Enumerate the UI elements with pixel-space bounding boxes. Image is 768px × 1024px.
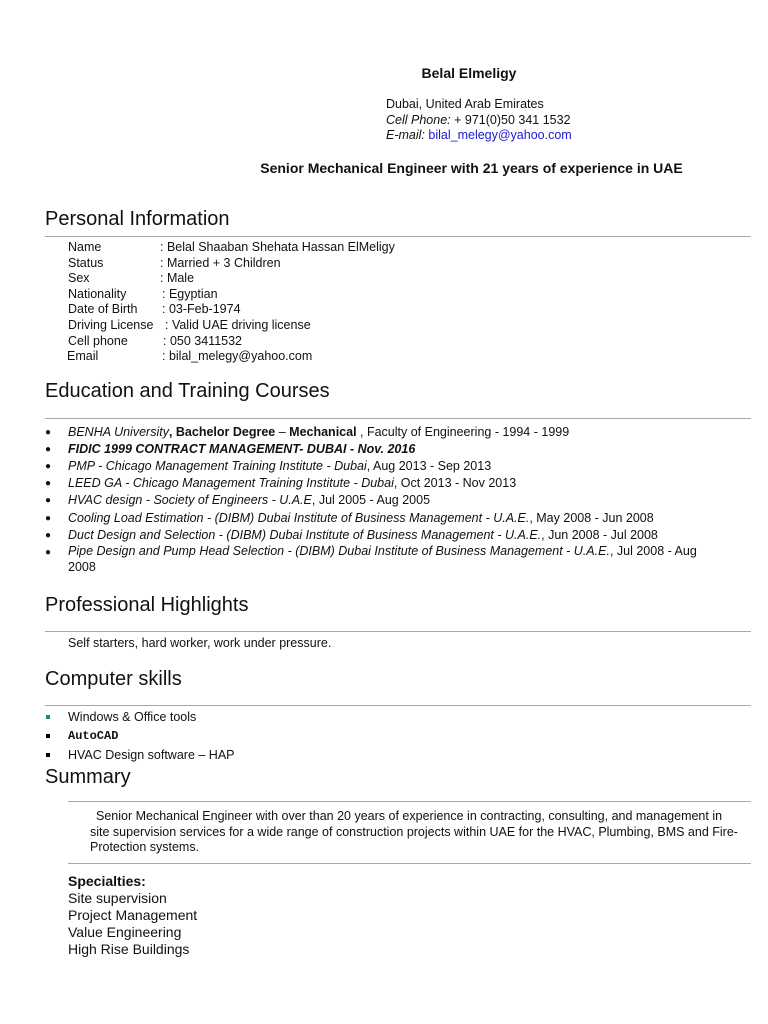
course-dates: , Jul 2008 - Aug 2008 — [68, 544, 697, 574]
highlights-text: Self starters, hard worker, work under pressure. — [68, 636, 332, 650]
course: Pipe Design and Pump Head Selection - (DIBM) Dubai Institute of Business Management - U.A.E. — [68, 544, 610, 558]
email-link[interactable]: bilal_melegy@yahoo.com — [428, 128, 572, 142]
degree: , Bachelor Degree — [168, 425, 276, 439]
specialty-item: Site supervision — [68, 890, 167, 906]
square-bullet-icon — [46, 753, 50, 757]
specialty-item: Value Engineering — [68, 924, 182, 940]
bullet-icon: ● — [45, 478, 52, 489]
course-dates: , May 2008 - Jun 2008 — [529, 511, 654, 525]
email — [386, 128, 572, 144]
course-dates: , Oct 2013 - Nov 2013 — [393, 476, 517, 490]
major: Mechanical — [289, 425, 357, 439]
headline: Senior Mechanical Engineer with 21 years of experience in UAE — [260, 160, 683, 176]
bullet-icon: ● — [45, 530, 52, 541]
square-bullet-icon — [46, 715, 50, 719]
personal-value: : Married + 3 Children — [160, 256, 281, 270]
course-dates: , Jul 2005 - Aug 2005 — [311, 493, 431, 507]
cell-phone-label: Cell Phone: — [386, 112, 451, 127]
section-title-personal: Personal Information — [45, 208, 230, 230]
personal-key: Name — [68, 240, 102, 254]
skill-label: Windows & Office tools — [68, 710, 197, 724]
skill-label: AutoCAD — [68, 729, 119, 743]
course: Cooling Load Estimation - (DIBM) Dubai Institute of Business Management - U.A.E. — [68, 511, 530, 525]
personal-value: : 03-Feb-1974 — [162, 302, 241, 316]
section-divider — [45, 631, 751, 632]
contact-block — [386, 97, 572, 144]
section-title-computer: Computer skills — [45, 668, 182, 690]
bullet-icon: ● — [45, 495, 52, 506]
personal-value: : 050 3411532 — [163, 334, 243, 348]
personal-value: : Egyptian — [162, 287, 218, 301]
course: PMP - Chicago Management Training Institute - Dubai — [68, 459, 367, 473]
course-dates: , Jun 2008 - Jul 2008 — [541, 528, 658, 542]
section-divider — [45, 236, 751, 237]
cell-phone-value: + 971(0)50 341 1532 — [454, 112, 571, 127]
section-divider — [68, 801, 751, 802]
specialties-title: Specialties: — [68, 873, 146, 889]
section-title-highlights: Professional Highlights — [45, 594, 249, 616]
section-title-education: Education and Training Courses — [45, 380, 330, 402]
course: LEED GA - Chicago Management Training Institute - Dubai — [68, 476, 394, 490]
personal-value: : Valid UAE driving license — [165, 318, 311, 332]
bullet-icon: ● — [45, 461, 52, 472]
course: Duct Design and Selection - (DIBM) Dubai Institute of Business Management - U.A.E. — [68, 528, 542, 542]
section-divider — [45, 418, 751, 419]
section-divider — [68, 863, 751, 864]
section-divider — [45, 705, 751, 706]
summary-text: Senior Mechanical Engineer with over than 20 years of experience in contracting, consulting, and management in site supervision services for a wide range of construction projects within UAE for the HVAC, Plumbing, BMS and Fire-Protection systems. — [90, 809, 738, 854]
section-title-summary: Summary — [45, 766, 131, 788]
course: FIDIC 1999 CONTRACT MANAGEMENT- DUBAI - Nov. 2016 — [68, 442, 416, 456]
bullet-icon: ● — [45, 427, 52, 438]
personal-value: : Male — [160, 271, 195, 285]
specialty-item: Project Management — [68, 907, 198, 923]
bullet-icon: ● — [45, 547, 52, 558]
personal-key: Cell phone — [68, 334, 128, 348]
candidate-name: Belal Elmeligy — [421, 65, 517, 81]
personal-key: Date of Birth — [68, 302, 138, 316]
details: , Faculty of Engineering - 1994 - 1999 — [356, 425, 570, 439]
bullet-icon: ● — [45, 513, 52, 524]
personal-value: : bilal_melegy@yahoo.com — [162, 349, 313, 363]
email-label: E-mail: — [386, 128, 425, 142]
square-bullet-icon — [46, 734, 50, 738]
personal-key: Nationality — [68, 287, 127, 301]
personal-key: Status — [68, 256, 104, 270]
separator: – — [275, 425, 290, 439]
cell-phone — [386, 113, 572, 129]
skill-label: HVAC Design software – HAP — [68, 748, 235, 762]
personal-key: Email — [67, 349, 99, 363]
institution: BENHA University — [68, 425, 169, 439]
location: Dubai, United Arab Emirates — [386, 97, 544, 111]
bullet-icon: ● — [45, 444, 52, 455]
personal-value: : Belal Shaaban Shehata Hassan ElMeligy — [160, 240, 395, 254]
personal-key: Driving License — [68, 318, 154, 332]
course-dates: , Aug 2013 - Sep 2013 — [366, 459, 492, 473]
personal-key: Sex — [68, 271, 90, 285]
specialty-item: High Rise Buildings — [68, 941, 190, 957]
course: HVAC design - Society of Engineers - U.A.E — [68, 493, 312, 507]
